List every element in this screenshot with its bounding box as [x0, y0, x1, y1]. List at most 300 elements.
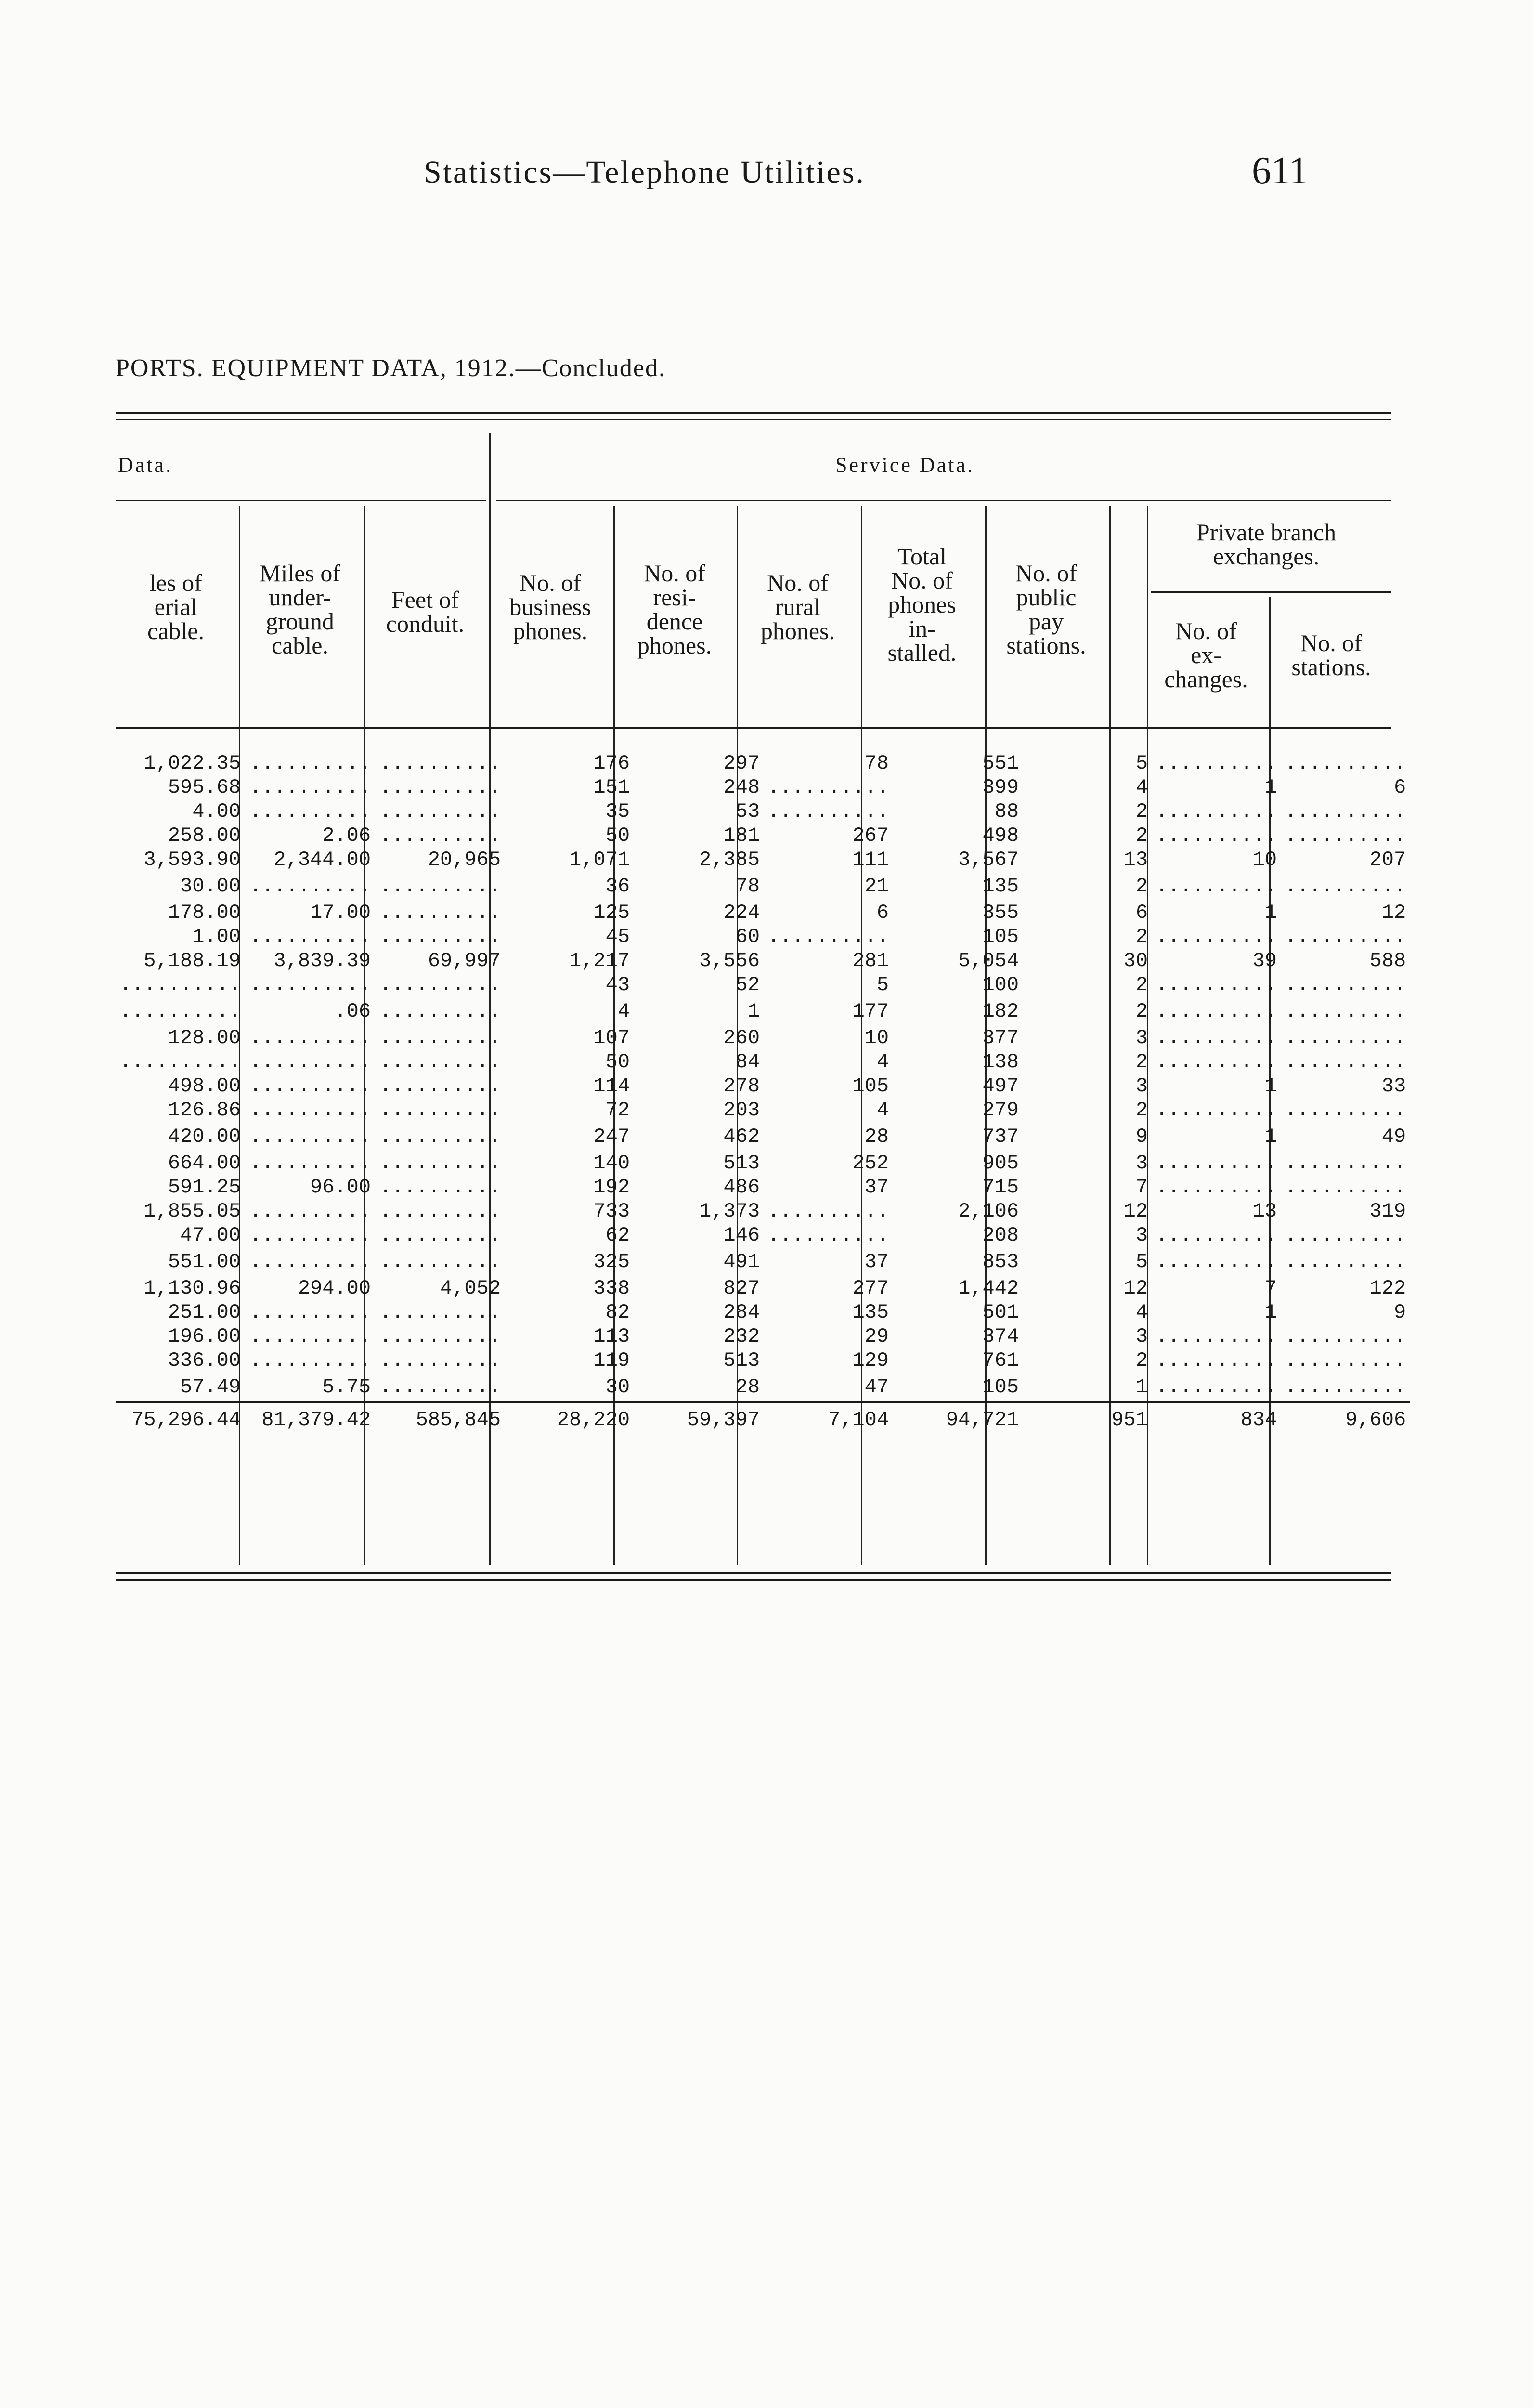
aerial-cable-cell: 664.00: [168, 1152, 241, 1175]
stations-cell: ..........: [1285, 1325, 1406, 1348]
underground-cable-cell: ..........: [249, 1224, 371, 1247]
total-aerial-cable: 75,296.44: [131, 1408, 241, 1431]
bottom-rule-2: [116, 1579, 1391, 1581]
pay-stations-cell: 3: [1135, 1074, 1148, 1098]
underground-cable-cell: ..........: [249, 973, 371, 996]
underground-cable-cell: 5.75: [322, 1375, 371, 1399]
total-business-phones: 28,220: [557, 1408, 630, 1431]
total-phones-cell: 498: [982, 824, 1019, 847]
total-phones-cell: 3,567: [958, 848, 1019, 871]
table-row: [116, 1050, 1410, 1074]
pay-stations-cell: 13: [1123, 848, 1148, 871]
business-phones-cell: 107: [593, 1026, 630, 1049]
underground-cable-cell: ..........: [249, 1125, 371, 1148]
group-label-service-data: Service Data.: [835, 453, 974, 477]
col-header-pay-stations: No. of public pay stations.: [1006, 560, 1086, 659]
conduit-cell: ..........: [379, 1250, 501, 1273]
residence-phones-cell: 60: [735, 925, 760, 948]
underground-cable-cell: 96.00: [310, 1176, 371, 1199]
aerial-cable-cell: 3,593.90: [143, 848, 241, 871]
business-phones-cell: 125: [593, 901, 630, 924]
conduit-cell: ..........: [379, 800, 501, 823]
total-phones-cell: 105: [982, 1375, 1019, 1399]
residence-phones-cell: 513: [723, 1152, 760, 1175]
stations-cell: ..........: [1285, 925, 1406, 948]
business-phones-cell: 113: [593, 1325, 630, 1348]
running-title: Statistics—Telephone Utilities.: [424, 155, 865, 190]
top-rule-2: [116, 419, 1391, 420]
table-row: [116, 1074, 1410, 1098]
aerial-cable-cell: 498.00: [168, 1074, 241, 1098]
aerial-cable-cell: 196.00: [168, 1325, 241, 1348]
total-phones-cell: 208: [982, 1224, 1019, 1247]
totals-row: [116, 1402, 1410, 1437]
conduit-cell: ..........: [379, 1074, 501, 1098]
stations-cell: ..........: [1285, 973, 1406, 996]
business-phones-cell: 36: [605, 875, 630, 898]
stations-cell: 319: [1369, 1200, 1406, 1223]
underground-cable-cell: 294.00: [298, 1277, 371, 1300]
total-phones-cell: 182: [982, 1000, 1019, 1023]
business-phones-cell: 325: [593, 1250, 630, 1273]
exchanges-cell: ..........: [1156, 1375, 1277, 1399]
exchanges-cell: ..........: [1156, 1050, 1277, 1073]
pay-stations-cell: 30: [1123, 949, 1148, 972]
col-header-underground-cable: Miles of under- ground cable.: [259, 560, 341, 659]
total-phones-installed: 94,721: [946, 1408, 1019, 1431]
rural-phones-cell: 4: [876, 1099, 889, 1122]
business-phones-cell: 114: [593, 1074, 630, 1098]
aerial-cable-cell: 595.68: [168, 776, 241, 799]
pay-stations-cell: 4: [1135, 776, 1148, 799]
underground-cable-cell: 2,344.00: [273, 848, 371, 871]
business-phones-cell: 338: [593, 1277, 630, 1300]
conduit-cell: 69,997: [428, 949, 501, 972]
rural-phones-cell: 29: [864, 1325, 889, 1348]
business-phones-cell: 35: [605, 800, 630, 823]
aerial-cable-cell: 258.00: [168, 824, 241, 847]
conduit-cell: ..........: [379, 1099, 501, 1122]
residence-phones-cell: 2,385: [699, 848, 760, 871]
table-row: [116, 775, 1410, 799]
table-row: [116, 799, 1410, 824]
residence-phones-cell: 491: [723, 1250, 760, 1273]
aerial-cable-cell: 47.00: [180, 1224, 241, 1247]
exchanges-cell: ..........: [1156, 1325, 1277, 1348]
underground-cable-cell: ..........: [249, 1301, 371, 1324]
underground-cable-cell: ..........: [249, 1325, 371, 1348]
pay-stations-cell: 6: [1135, 901, 1148, 924]
stations-cell: 207: [1369, 848, 1406, 871]
underground-cable-cell: .06: [334, 1000, 371, 1023]
total-phones-cell: 355: [982, 901, 1019, 924]
table-row: [116, 997, 1410, 1026]
rural-phones-cell: 129: [852, 1349, 889, 1372]
table-row: [116, 973, 1410, 997]
table-row: [116, 872, 1410, 901]
aerial-cable-cell: 551.00: [168, 1250, 241, 1273]
conduit-cell: ..........: [379, 1375, 501, 1399]
pay-stations-cell: 9: [1135, 1125, 1148, 1148]
rural-phones-cell: 10: [864, 1026, 889, 1049]
table-caption: PORTS. EQUIPMENT DATA, 1912.—Concluded.: [116, 354, 666, 382]
exchanges-cell: ..........: [1156, 1224, 1277, 1247]
conduit-cell: ..........: [379, 1176, 501, 1199]
stations-cell: 49: [1381, 1125, 1406, 1148]
col-header-business-phones: No. of business phones.: [509, 569, 591, 644]
pay-stations-cell: 12: [1123, 1200, 1148, 1223]
total-phones-cell: 1,442: [958, 1277, 1019, 1300]
conduit-cell: ..........: [379, 1200, 501, 1223]
rural-phones-cell: ..........: [767, 1200, 889, 1223]
rural-phones-cell: ..........: [767, 925, 889, 948]
total-phones-cell: 5,054: [958, 949, 1019, 972]
pbx-subrule: [1151, 591, 1391, 593]
total-phones-cell: 501: [982, 1301, 1019, 1324]
exchanges-cell: 13: [1252, 1200, 1277, 1223]
exchanges-cell: 39: [1252, 949, 1277, 972]
business-phones-cell: 45: [605, 925, 630, 948]
table-row: [116, 1348, 1410, 1373]
conduit-cell: ..........: [379, 1000, 501, 1023]
exchanges-cell: ..........: [1156, 800, 1277, 823]
conduit-cell: ..........: [379, 925, 501, 948]
total-phones-cell: 377: [982, 1026, 1019, 1049]
pay-stations-cell: 7: [1135, 1176, 1148, 1199]
residence-phones-cell: 224: [723, 901, 760, 924]
underground-cable-cell: ..........: [249, 1099, 371, 1122]
page-number: 611: [1252, 150, 1309, 192]
pay-stations-cell: 4: [1135, 1301, 1148, 1324]
underground-cable-cell: ..........: [249, 800, 371, 823]
rural-phones-cell: 37: [864, 1250, 889, 1273]
conduit-cell: ..........: [379, 824, 501, 847]
residence-phones-cell: 827: [723, 1277, 760, 1300]
col-header-no-exchanges: No. of ex- changes.: [1164, 617, 1248, 693]
aerial-cable-cell: 1.00: [192, 925, 241, 948]
stations-cell: ..........: [1285, 1250, 1406, 1273]
exchanges-cell: ..........: [1156, 1176, 1277, 1199]
business-phones-cell: 733: [593, 1200, 630, 1223]
rural-phones-cell: 135: [852, 1301, 889, 1324]
exchanges-cell: ..........: [1156, 752, 1277, 775]
conduit-cell: ..........: [379, 1224, 501, 1247]
business-phones-cell: 119: [593, 1349, 630, 1372]
total-phones-cell: 853: [982, 1250, 1019, 1273]
stations-cell: ..........: [1285, 1099, 1406, 1122]
pay-stations-cell: 2: [1135, 1349, 1148, 1372]
col-header-no-stations: No. of stations.: [1291, 629, 1371, 681]
conduit-cell: ..........: [379, 1325, 501, 1348]
underground-cable-cell: ..........: [249, 1250, 371, 1273]
residence-phones-cell: 28: [735, 1375, 760, 1399]
rural-phones-cell: 21: [864, 875, 889, 898]
rural-phones-cell: 281: [852, 949, 889, 972]
total-phones-cell: 761: [982, 1349, 1019, 1372]
bottom-rule-1: [116, 1572, 1391, 1574]
aerial-cable-cell: 126.86: [168, 1099, 241, 1122]
underground-cable-cell: ..........: [249, 752, 371, 775]
running-head: [0, 144, 1533, 202]
conduit-cell: ..........: [379, 776, 501, 799]
col-header-residence-phones: No. of resi- dence phones.: [637, 560, 712, 659]
stations-cell: 33: [1381, 1074, 1406, 1098]
residence-phones-cell: 3,556: [699, 949, 760, 972]
pay-stations-cell: 3: [1135, 1152, 1148, 1175]
equipment-service-table: [116, 751, 1410, 1437]
pay-stations-cell: 2: [1135, 1099, 1148, 1122]
stations-cell: ..........: [1285, 1000, 1406, 1023]
col-header-total-phones: Total No. of phones in- stalled.: [887, 543, 957, 666]
pay-stations-cell: 2: [1135, 1050, 1148, 1073]
table-row: [116, 901, 1410, 925]
total-phones-cell: 105: [982, 925, 1019, 948]
business-phones-cell: 72: [605, 1099, 630, 1122]
aerial-cable-cell: 178.00: [168, 901, 241, 924]
business-phones-cell: 1,217: [569, 949, 630, 972]
business-phones-cell: 50: [605, 1050, 630, 1073]
rural-phones-cell: ..........: [767, 1224, 889, 1247]
table-row: [116, 949, 1410, 973]
business-phones-cell: 192: [593, 1176, 630, 1199]
aerial-cable-cell: 1,130.96: [143, 1277, 241, 1300]
conduit-cell: 4,052: [440, 1277, 501, 1300]
residence-phones-cell: 1,373: [699, 1200, 760, 1223]
total-phones-cell: 737: [982, 1125, 1019, 1148]
rural-phones-cell: 277: [852, 1277, 889, 1300]
exchanges-cell: ..........: [1156, 1250, 1277, 1273]
top-rule-1: [116, 412, 1391, 414]
conduit-cell: ..........: [379, 1125, 501, 1148]
pay-stations-cell: 1: [1135, 1375, 1148, 1399]
table-row: [116, 1300, 1410, 1324]
business-phones-cell: 30: [605, 1375, 630, 1399]
table-row: [116, 1098, 1410, 1122]
underground-cable-cell: ..........: [249, 776, 371, 799]
aerial-cable-cell: 336.00: [168, 1349, 241, 1372]
underground-cable-cell: ..........: [249, 1050, 371, 1073]
underground-cable-cell: ..........: [249, 1349, 371, 1372]
total-rural-phones: 7,104: [828, 1408, 889, 1431]
rural-phones-cell: 37: [864, 1176, 889, 1199]
table-row: [116, 1151, 1410, 1175]
conduit-cell: ..........: [379, 1349, 501, 1372]
conduit-cell: ..........: [379, 875, 501, 898]
table-row: [116, 1247, 1410, 1276]
rural-phones-cell: 177: [852, 1000, 889, 1023]
group-rule-service: [496, 500, 1391, 501]
underground-cable-cell: 2.06: [322, 824, 371, 847]
aerial-cable-cell: ..........: [119, 1000, 241, 1023]
exchanges-cell: 1: [1264, 901, 1277, 924]
pay-stations-cell: 2: [1135, 925, 1148, 948]
underground-cable-cell: ..........: [249, 925, 371, 948]
table-row: [116, 1199, 1410, 1223]
table-row: [116, 1373, 1410, 1402]
pay-stations-cell: 2: [1135, 875, 1148, 898]
aerial-cable-cell: 591.25: [168, 1176, 241, 1199]
aerial-cable-cell: 128.00: [168, 1026, 241, 1049]
total-phones-cell: 399: [982, 776, 1019, 799]
exchanges-cell: ..........: [1156, 1000, 1277, 1023]
aerial-cable-cell: 1,855.05: [143, 1200, 241, 1223]
rural-phones-cell: 47: [864, 1375, 889, 1399]
table-row: [116, 1026, 1410, 1050]
pay-stations-cell: 3: [1135, 1224, 1148, 1247]
stations-cell: 588: [1369, 949, 1406, 972]
rural-phones-cell: 105: [852, 1074, 889, 1098]
total-phones-cell: 279: [982, 1099, 1019, 1122]
business-phones-cell: 140: [593, 1152, 630, 1175]
table-row: [116, 824, 1410, 848]
rural-phones-cell: 252: [852, 1152, 889, 1175]
rural-phones-cell: 4: [876, 1050, 889, 1073]
pay-stations-cell: 2: [1135, 973, 1148, 996]
business-phones-cell: 43: [605, 973, 630, 996]
table-row: [116, 1223, 1410, 1247]
residence-phones-cell: 1: [747, 1000, 760, 1023]
residence-phones-cell: 248: [723, 776, 760, 799]
exchanges-cell: ..........: [1156, 1349, 1277, 1372]
table-row: [116, 1175, 1410, 1199]
residence-phones-cell: 232: [723, 1325, 760, 1348]
rural-phones-cell: 111: [852, 848, 889, 871]
total-stations: 9,606: [1345, 1408, 1406, 1431]
col-header-rural-phones: No. of rural phones.: [760, 569, 835, 644]
table-row: [116, 1122, 1410, 1151]
total-phones-cell: 138: [982, 1050, 1019, 1073]
table-row: [116, 925, 1410, 949]
exchanges-cell: ..........: [1156, 973, 1277, 996]
exchanges-cell: 1: [1264, 1074, 1277, 1098]
total-residence-phones: 59,397: [687, 1408, 760, 1431]
exchanges-cell: 7: [1264, 1277, 1277, 1300]
conduit-cell: 20,965: [428, 848, 501, 871]
pay-stations-cell: 12: [1123, 1277, 1148, 1300]
stations-cell: 9: [1393, 1301, 1406, 1324]
exchanges-cell: ..........: [1156, 1152, 1277, 1175]
exchanges-cell: ..........: [1156, 1099, 1277, 1122]
underground-cable-cell: ..........: [249, 1152, 371, 1175]
rural-phones-cell: 78: [864, 752, 889, 775]
residence-phones-cell: 284: [723, 1301, 760, 1324]
col-header-aerial-cable: les of erial cable.: [147, 569, 204, 644]
exchanges-cell: 1: [1264, 1125, 1277, 1148]
business-phones-cell: 151: [593, 776, 630, 799]
residence-phones-cell: 486: [723, 1176, 760, 1199]
rural-phones-cell: 28: [864, 1125, 889, 1148]
total-conduit: 585,845: [416, 1408, 501, 1431]
underground-cable-cell: 17.00: [310, 901, 371, 924]
conduit-cell: ..........: [379, 901, 501, 924]
total-exchanges: 834: [1240, 1408, 1277, 1431]
business-phones-cell: 82: [605, 1301, 630, 1324]
table-row: [116, 1276, 1410, 1300]
business-phones-cell: 4: [617, 1000, 630, 1023]
business-phones-cell: 50: [605, 824, 630, 847]
total-phones-cell: 2,106: [958, 1200, 1019, 1223]
total-phones-cell: 88: [994, 800, 1019, 823]
total-phones-cell: 715: [982, 1176, 1019, 1199]
header-bottom-rule: [116, 727, 1391, 729]
stations-cell: ..........: [1285, 1375, 1406, 1399]
business-phones-cell: 247: [593, 1125, 630, 1148]
pay-stations-cell: 2: [1135, 800, 1148, 823]
exchanges-cell: ..........: [1156, 824, 1277, 847]
conduit-cell: ..........: [379, 973, 501, 996]
residence-phones-cell: 52: [735, 973, 760, 996]
residence-phones-cell: 203: [723, 1099, 760, 1122]
stations-cell: 122: [1369, 1277, 1406, 1300]
conduit-cell: ..........: [379, 1152, 501, 1175]
aerial-cable-cell: ..........: [119, 1050, 241, 1073]
exchanges-cell: ..........: [1156, 1026, 1277, 1049]
rural-phones-cell: 6: [876, 901, 889, 924]
residence-phones-cell: 53: [735, 800, 760, 823]
aerial-cable-cell: 251.00: [168, 1301, 241, 1324]
stations-cell: ..........: [1285, 1224, 1406, 1247]
aerial-cable-cell: 5,188.19: [143, 949, 241, 972]
exchanges-cell: 10: [1252, 848, 1277, 871]
residence-phones-cell: 278: [723, 1074, 760, 1098]
aerial-cable-cell: 57.49: [180, 1375, 241, 1399]
stations-cell: ..........: [1285, 1349, 1406, 1372]
rural-phones-cell: ..........: [767, 800, 889, 823]
stations-cell: ..........: [1285, 752, 1406, 775]
total-phones-cell: 497: [982, 1074, 1019, 1098]
pay-stations-cell: 3: [1135, 1026, 1148, 1049]
residence-phones-cell: 146: [723, 1224, 760, 1247]
total-pay-stations: 951: [1111, 1408, 1148, 1431]
residence-phones-cell: 297: [723, 752, 760, 775]
underground-cable-cell: 3,839.39: [273, 949, 371, 972]
stations-cell: ..........: [1285, 875, 1406, 898]
table-row: [116, 848, 1410, 872]
business-phones-cell: 62: [605, 1224, 630, 1247]
aerial-cable-cell: 30.00: [180, 875, 241, 898]
rural-phones-cell: ..........: [767, 776, 889, 799]
residence-phones-cell: 462: [723, 1125, 760, 1148]
col-header-feet-conduit: Feet of conduit.: [386, 586, 465, 637]
exchanges-cell: ..........: [1156, 925, 1277, 948]
conduit-cell: ..........: [379, 1026, 501, 1049]
underground-cable-cell: ..........: [249, 875, 371, 898]
group-rule-left: [116, 500, 486, 501]
stations-cell: ..........: [1285, 1152, 1406, 1175]
exchanges-cell: 1: [1264, 776, 1277, 799]
table-row: [116, 1324, 1410, 1348]
stations-cell: 6: [1393, 776, 1406, 799]
stations-cell: ..........: [1285, 1026, 1406, 1049]
total-phones-cell: 905: [982, 1152, 1019, 1175]
underground-cable-cell: ..........: [249, 1026, 371, 1049]
residence-phones-cell: 78: [735, 875, 760, 898]
total-phones-cell: 135: [982, 875, 1019, 898]
business-phones-cell: 1,071: [569, 848, 630, 871]
group-label-data: Data.: [118, 453, 173, 477]
total-phones-cell: 374: [982, 1325, 1019, 1348]
exchanges-cell: ..........: [1156, 875, 1277, 898]
pay-stations-cell: 2: [1135, 824, 1148, 847]
aerial-cable-cell: 4.00: [192, 800, 241, 823]
pay-stations-cell: 3: [1135, 1325, 1148, 1348]
conduit-cell: ..........: [379, 1050, 501, 1073]
total-phones-cell: 100: [982, 973, 1019, 996]
rural-phones-cell: 5: [876, 973, 889, 996]
residence-phones-cell: 181: [723, 824, 760, 847]
stations-cell: ..........: [1285, 1050, 1406, 1073]
total-underground-cable: 81,379.42: [261, 1408, 371, 1431]
